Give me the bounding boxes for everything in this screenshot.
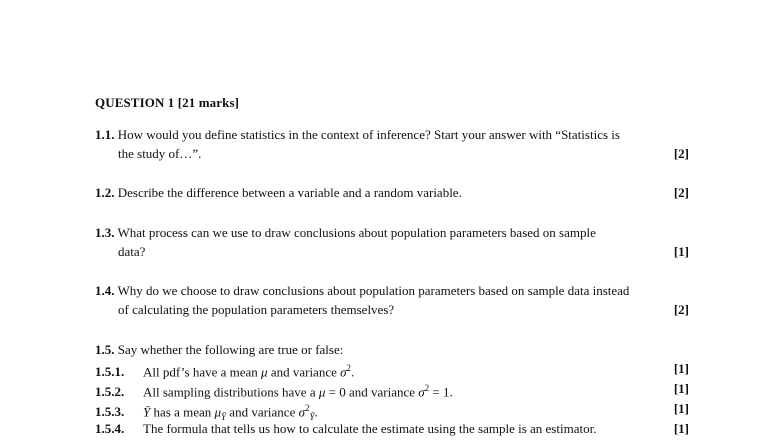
marks: [2] (673, 185, 689, 200)
question-number: 1.3. (95, 225, 115, 240)
question-text: What process can we use to draw conclusions about population parameters based on sample (117, 225, 596, 240)
marks: [1] (673, 381, 689, 396)
subquestion-1-5-2 (95, 379, 689, 401)
sigma-symbol: σ (340, 364, 347, 380)
question-1-2 (95, 183, 689, 202)
exponent: 2 (346, 363, 352, 373)
question-number: 1.4. (95, 283, 115, 298)
question-number: 1.1. (95, 127, 115, 142)
subscript: Ȳ (309, 411, 315, 422)
sigma-symbol: σ (418, 384, 425, 400)
exponent: 2 (424, 383, 430, 393)
mu-symbol: μ (261, 364, 268, 380)
marks: [1] (673, 361, 689, 376)
question-text-cont: the study of…”. (118, 146, 202, 161)
subquestion-text: and variance (267, 364, 341, 380)
question-1-5 (95, 340, 689, 359)
subquestion-text: All sampling distributions have a (143, 384, 319, 400)
subquestion-text: has a mean (150, 404, 215, 420)
marks: [2] (673, 302, 689, 317)
mu-symbol: μ (318, 384, 326, 400)
question-text-cont: of calculating the population parameters themselves? (118, 302, 395, 317)
marks: [1] (673, 401, 689, 416)
mu-symbol: μ (214, 404, 222, 420)
y-bar-symbol: Ȳ (143, 404, 151, 420)
subquestion-text: . (351, 364, 355, 380)
question-text: Why do we choose to draw conclusions about population parameters based on sample data instead (117, 283, 630, 298)
subquestion-text: and variance (226, 404, 299, 420)
subquestion-1-5-4 (95, 419, 689, 438)
question-text: Describe the difference between a variable and a random variable. (117, 185, 462, 200)
question-1-4 (95, 281, 689, 319)
subquestion-number: 1.5.2. (95, 384, 125, 400)
marks: [1] (673, 421, 689, 436)
question-text: Say whether the following are true or false: (117, 342, 344, 357)
question-heading: QUESTION 1 [21 marks] (95, 95, 240, 110)
subquestion-text: = 0 and variance (325, 384, 419, 400)
question-number: 1.5. (95, 342, 115, 357)
question-1-3 (95, 223, 689, 261)
question-1-1 (95, 125, 689, 163)
question-number: 1.2. (95, 185, 115, 200)
subquestion-number: 1.5.3. (95, 404, 125, 420)
subquestion-number: 1.5.4. (95, 421, 125, 436)
subquestion-text: All pdf’s have a mean (143, 364, 262, 380)
subquestion-text: The formula that tells us how to calculate the estimate using the sample is an estimator. (143, 421, 597, 436)
sigma-symbol: σ (298, 404, 306, 420)
exponent: 2 (305, 403, 310, 413)
question-text-cont: data? (118, 244, 146, 259)
marks: [2] (673, 146, 689, 161)
marks: [1] (673, 244, 689, 259)
subquestion-1-5-1 (95, 359, 689, 381)
subscript: Ȳ (221, 411, 227, 422)
subquestion-number: 1.5.1. (95, 364, 125, 380)
subquestion-text: = 1. (429, 384, 453, 400)
subquestion-text: . (314, 404, 318, 420)
question-text: How would you define statistics in the context of inference? Start your answer with “Statistics is (117, 127, 620, 142)
